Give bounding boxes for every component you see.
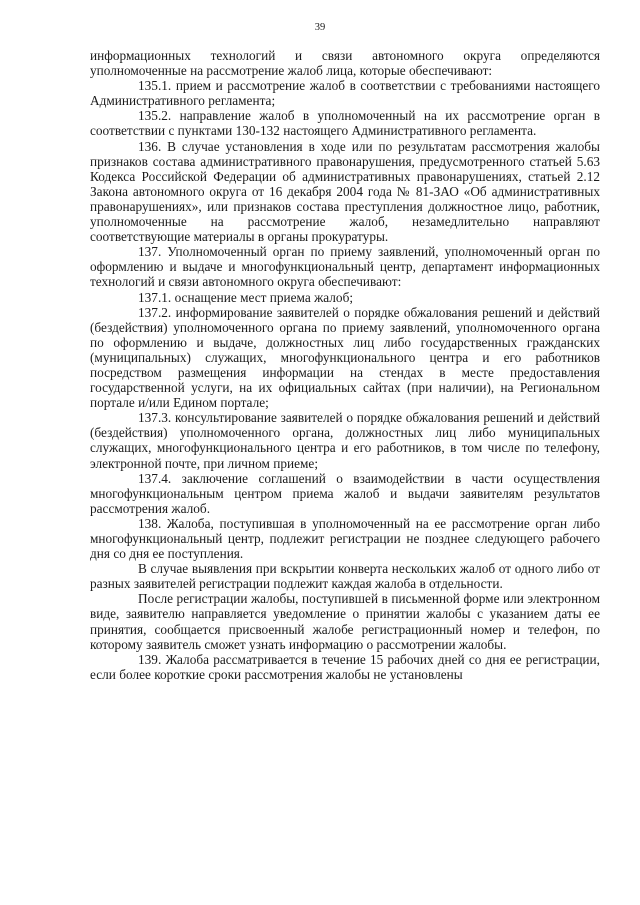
document-body: [90, 48, 600, 682]
paragraph: 135.1. прием и рассмотрение жалоб в соответствии с требованиями настоящего Административного регламента;: [90, 78, 600, 109]
paragraph: В случае выявления при вскрытии конверта нескольких жалоб от одного либо от разных заявителей регистрации подлежит каждая жалоба в отдельности.: [90, 561, 600, 592]
page-number: 39: [314, 22, 326, 33]
paragraph: 137.4. заключение соглашений о взаимодействии в части осуществления многофункциональным центром приема жалоб и выдачи заявителям результатов рассмотрения жалоб.: [90, 470, 600, 516]
paragraph: 138. Жалоба, поступившая в уполномоченный на ее рассмотрение орган либо многофункциональный центр, подлежит регистрации не позднее следующего рабочего дня со дня ее поступления.: [90, 515, 600, 562]
paragraph: информационных технологий и связи автономного округа определяются уполномоченные на рассмотрение жалоб лица, которые обеспечивают:: [90, 48, 600, 79]
paragraph: 137.1. оснащение мест приема жалоб;: [138, 289, 354, 305]
paragraph: 137. Уполномоченный орган по приему заявлений, уполномоченный орган по оформлению и выдаче и многофункциональный центр, департамент информационных технологий и связи автономного округа обеспечивают:: [90, 244, 600, 290]
paragraph: 137.2. информирование заявителей о порядке обжалования решений и действий (бездействия) уполномоченного органа по приему заявлений, уполномоченного органа по оформлению и выдаче, должностных лиц либо государственных гражданских (муниципальных) служащих, многофункционального центра и его работников посредством размещения информации на стендах в месте предоставления государственной услуги, на их официальных сайтах (при наличии), на Региональном портале и/или Едином портале;: [90, 304, 600, 411]
paragraph: 137.3. консультирование заявителей о порядке обжалования решений и действий (бездействия) уполномоченного органа, должностных лиц либо муниципальных служащих, многофункционального центра и его работников, в том числе по телефону, электронной почте, при личном приеме;: [90, 410, 600, 471]
paragraph: 139. Жалоба рассматривается в течение 15 рабочих дней со дня ее регистрации, если более короткие сроки рассмотрения жалобы не установлены: [90, 651, 600, 682]
paragraph: 135.2. направление жалоб в уполномоченный на их рассмотрение орган в соответствии с пунктами 130-132 настоящего Административного регламента.: [90, 108, 600, 139]
paragraph: 136. В случае установления в ходе или по результатам рассмотрения жалобы признаков состава административного правонарушения, предусмотренного статьей 5.63 Кодекса Российской Федерации об административных правонарушениях, статьей 2.12 Закона автономного округа от 16 декабря 2004 года № 81-ЗАО «Об административных правонарушениях», или признаков состава преступления должностное лицо, работник, уполномоченные на рассмотрение жалоб, незамедлительно направляют соответствующие материалы в органы прокуратуры.: [90, 138, 600, 245]
paragraph: После регистрации жалобы, поступившей в письменной форме или электронном виде, заявителю направляется уведомление о принятии жалобы с указанием даты ее принятия, сообщается присвоенный жалобе регистрационный номер и телефон, по которому заявитель сможет узнать информацию о рассмотрении жалобы.: [90, 591, 600, 652]
